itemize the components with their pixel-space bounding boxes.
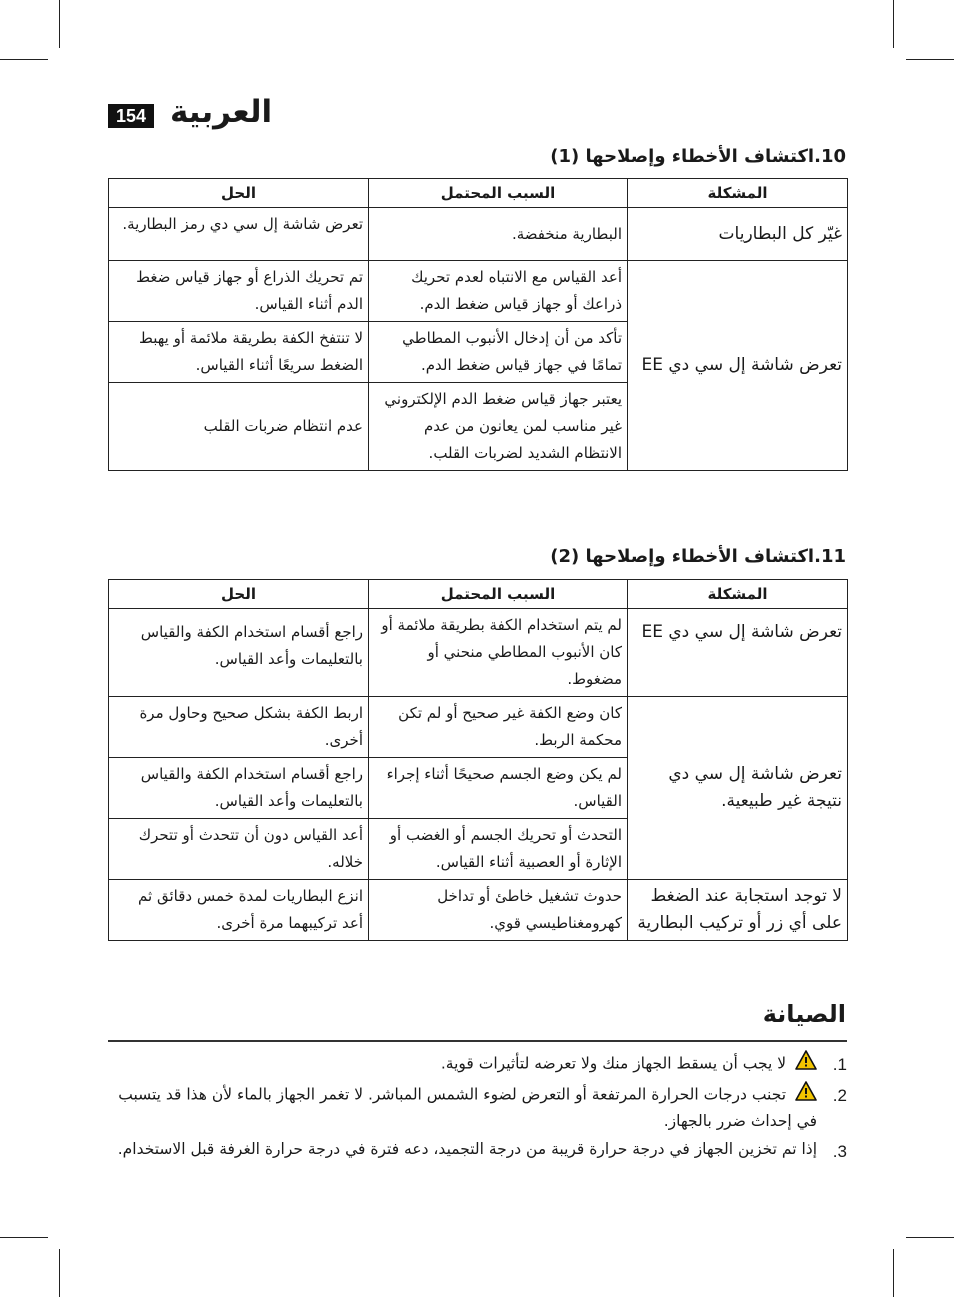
item-number: 1. [832,1055,847,1074]
cause-cell: التحدث أو تحريك الجسم أو الغضب أو الإثارة أو العصبية أثناء القياس. [369,819,628,880]
item-number: 2. [832,1086,847,1105]
solution-cell: انزع البطاريات لمدة خمس دقائق ثم أعد تركيبهما مرة أخرى. [109,880,369,941]
crop-mark [893,0,894,48]
header-solution: الحل [109,580,369,609]
item-number: 3. [832,1142,847,1161]
list-item [108,1081,847,1134]
table-row [109,880,848,941]
section-10-title: 10.اكتشاف الأخطاء وإصلاحها (1) [550,146,846,167]
crop-mark [906,1237,954,1238]
warning-icon [795,1050,817,1078]
maintenance-title: الصيانة [762,1000,846,1028]
solution-cell: راجع أقسام استخدام الكفة والقياس بالتعليمات وأعد القياس. [109,758,369,819]
list-item [108,1137,847,1162]
table-header-row [109,580,848,609]
header-cause: السبب المحتمل [369,580,628,609]
table-row [109,208,848,261]
solution-cell: عدم انتظام ضربات القلب [109,383,369,471]
list-item [108,1050,847,1078]
problem-cell: تعرض شاشة إل سي دي EE [628,609,848,697]
solution-cell: تم تحريك الذراع أو جهاز قياس ضغط الدم أثناء القياس. [109,261,369,322]
cause-cell: لم يتم استخدام الكفة بطريقة ملائمة أو كان الأنبوب المطاطي منحني أو مضغوط. [369,609,628,697]
troubleshooting-table-1 [108,178,848,471]
crop-mark [59,1249,60,1297]
header-cause: السبب المحتمل [369,179,628,208]
solution-cell: اربط الكفة بشكل صحيح وحاول مرة أخرى. [109,697,369,758]
warning-icon [795,1081,817,1109]
divider [108,1040,847,1042]
page-header [108,96,846,136]
troubleshooting-table-2 [108,579,848,941]
cause-cell: أعد القياس مع الانتباه لعدم تحريك ذراعك أو جهاز قياس ضغط الدم. [369,261,628,322]
cause-cell: تأكد من أن إدخال الأنبوب المطاطي تمامًا في جهاز قياس ضغط الدم. [369,322,628,383]
item-text: إذا تم تخزين الجهاز في درجة حرارة قريبة من درجة التجميد، دعه فترة في درجة حرارة الغرفة قبل الاستخدام. [117,1140,817,1158]
table-header-row [109,179,848,208]
header-problem: المشكلة [628,179,848,208]
table-row [109,261,848,322]
solution-cell: أعد القياس دون أن تتحدث أو تتحرك خلاله. [109,819,369,880]
problem-cell: تعرض شاشة إل سي دي EE [628,261,848,471]
table-row [109,609,848,697]
crop-mark [906,59,954,60]
cause-cell: يعتبر جهاز قياس ضغط الدم الإلكتروني غير مناسب لمن يعانون من عدم الانتظام الشديد لضربات القلب. [369,383,628,471]
cause-cell: كان وضع الكفة غير صحيح أو لم تكن محكمة الربط. [369,697,628,758]
language-title: العربية [170,94,273,130]
crop-mark [893,1249,894,1297]
solution-cell: لا تنتفخ الكفة بطريقة ملائمة أو يهبط الضغط سريعًا أثناء القياس. [109,322,369,383]
solution-cell: راجع أقسام استخدام الكفة والقياس بالتعليمات وأعد القياس. [109,609,369,697]
cause-cell: لم يكن وضع الجسم صحيحًا أثناء إجراء القياس. [369,758,628,819]
header-solution: الحل [109,179,369,208]
item-text: لا يجب أن يسقط الجهاز منك ولا تعرضه لتأثيرات قوية. [440,1054,787,1073]
problem-cell: غيّر كل البطاريات [628,208,848,261]
maintenance-list [108,1050,847,1165]
problem-cell: تعرض شاشة إل سي دي نتيجة غير طبيعية. [628,697,848,880]
solution-cell: تعرض شاشة إل سي دي رمز البطارية. [109,208,369,261]
crop-mark [59,0,60,48]
crop-mark [0,59,48,60]
cause-cell: البطارية منخفضة. [369,208,628,261]
section-11-title: 11.اكتشاف الأخطاء وإصلاحها (2) [550,546,846,567]
table-row [109,697,848,758]
crop-mark [0,1237,48,1238]
page-number: 154 [108,104,154,128]
item-text: تجنب درجات الحرارة المرتفعة أو التعرض لضوء الشمس المباشر. لا تغمر الجهاز بالماء لأن هذا قد يتسبب في إحداث ضرر بالجهاز. [118,1085,817,1130]
cause-cell: حدوث تشغيل خاطئ أو تداخل كهرومغناطيسي قوي. [369,880,628,941]
header-problem: المشكلة [628,580,848,609]
problem-cell: لا توجد استجابة عند الضغط على أي زر أو تركيب البطارية [628,880,848,941]
